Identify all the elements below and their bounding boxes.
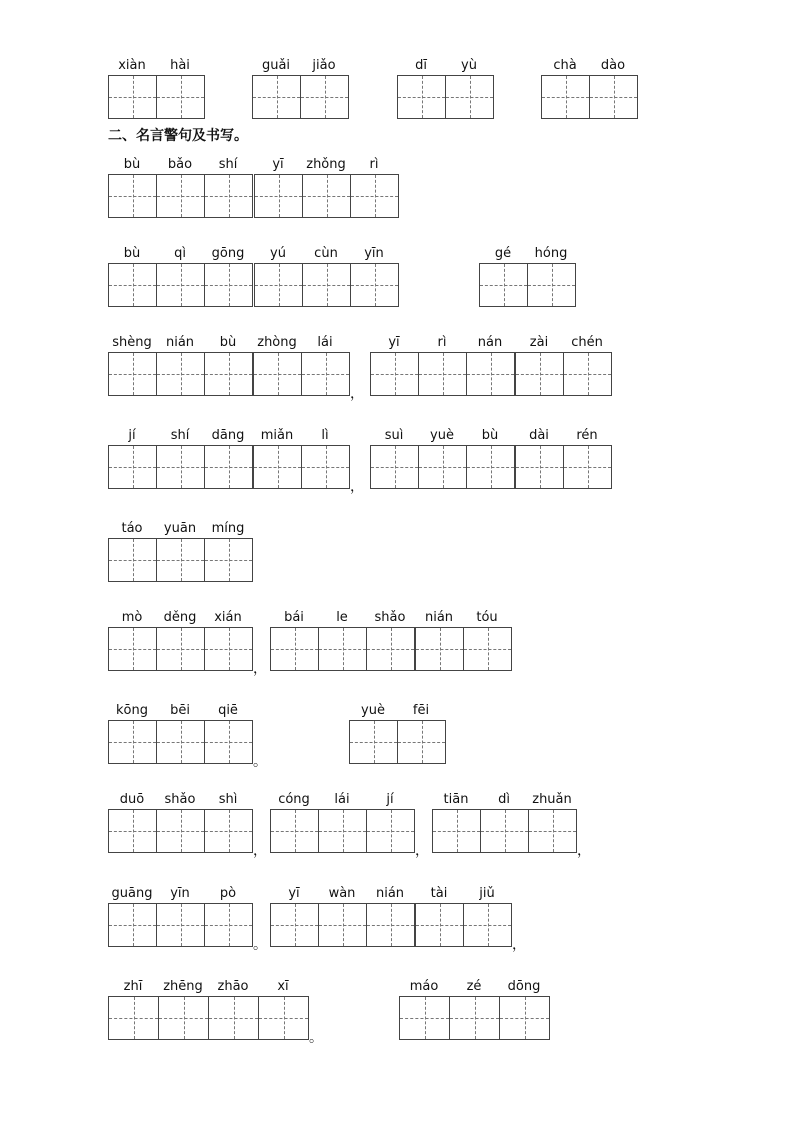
- writing-cell[interactable]: [366, 627, 415, 671]
- writing-cell[interactable]: [252, 75, 301, 119]
- writing-cell[interactable]: [515, 445, 564, 489]
- writing-cell[interactable]: [563, 445, 612, 489]
- pinyin-label: yuè: [430, 428, 454, 443]
- writing-cell[interactable]: [466, 445, 515, 489]
- pinyin-label: tóu: [476, 610, 498, 625]
- pinyin-label: táo: [121, 521, 143, 536]
- writing-cell[interactable]: [258, 996, 309, 1040]
- pinyin-label: jí: [128, 428, 136, 443]
- pinyin-label: xiàn: [118, 58, 146, 73]
- writing-cell[interactable]: [156, 903, 205, 947]
- pinyin-label: zhēng: [163, 979, 203, 994]
- writing-cell[interactable]: [204, 263, 253, 307]
- writing-cell[interactable]: [432, 809, 481, 853]
- pinyin-label: máo: [409, 979, 439, 994]
- pinyin-label: cùn: [314, 246, 338, 261]
- writing-cell[interactable]: [366, 809, 415, 853]
- writing-cell[interactable]: [527, 263, 576, 307]
- pinyin-label: yú: [270, 246, 286, 261]
- writing-cell[interactable]: [399, 996, 450, 1040]
- writing-cell[interactable]: [108, 627, 157, 671]
- pinyin-label: wàn: [328, 886, 356, 901]
- pinyin-label: hóng: [534, 246, 568, 261]
- writing-cell[interactable]: [466, 352, 515, 396]
- pinyin-label: yīn: [364, 246, 384, 261]
- pinyin-label: zhī: [123, 979, 143, 994]
- writing-cell[interactable]: [108, 538, 157, 582]
- writing-cell[interactable]: [204, 174, 253, 218]
- writing-cell[interactable]: [397, 75, 446, 119]
- writing-cell[interactable]: [204, 903, 253, 947]
- pinyin-label: miǎn: [260, 428, 294, 443]
- pinyin-label: zài: [529, 335, 549, 350]
- pinyin-label: yī: [388, 335, 400, 350]
- writing-cell[interactable]: [270, 627, 319, 671]
- pinyin-label: rì: [437, 335, 447, 350]
- writing-cell[interactable]: [301, 352, 350, 396]
- section-heading: 二、名言警句及书写。: [108, 128, 248, 144]
- pinyin-label: bù: [481, 428, 499, 443]
- pinyin-label: yī: [272, 157, 284, 172]
- pinyin-label: suì: [384, 428, 404, 443]
- pinyin-label: zhuǎn: [532, 792, 572, 807]
- writing-cell[interactable]: [204, 445, 253, 489]
- writing-cell[interactable]: [204, 809, 253, 853]
- pinyin-label: nián: [165, 335, 195, 350]
- pinyin-label: dōng: [507, 979, 541, 994]
- pinyin-label: nán: [477, 335, 503, 350]
- pinyin-label: shì: [218, 792, 238, 807]
- writing-cell[interactable]: [479, 263, 528, 307]
- punctuation-mark: ，: [253, 661, 267, 677]
- writing-cell[interactable]: [156, 809, 205, 853]
- pinyin-label: nián: [424, 610, 454, 625]
- pinyin-label: cóng: [278, 792, 310, 807]
- writing-cell[interactable]: [156, 538, 205, 582]
- pinyin-label: gōng: [211, 246, 245, 261]
- pinyin-label: rén: [576, 428, 598, 443]
- pinyin-label: jí: [386, 792, 394, 807]
- pinyin-label: guǎi: [261, 58, 291, 73]
- pinyin-label: duō: [119, 792, 145, 807]
- writing-cell[interactable]: [370, 352, 419, 396]
- pinyin-label: lái: [317, 335, 333, 350]
- punctuation-mark: 。: [253, 754, 267, 770]
- writing-cell[interactable]: [463, 627, 512, 671]
- pinyin-label: nián: [375, 886, 405, 901]
- pinyin-label: shí: [170, 428, 190, 443]
- writing-cell[interactable]: [253, 352, 302, 396]
- writing-cell[interactable]: [156, 75, 205, 119]
- writing-cell[interactable]: [108, 352, 157, 396]
- writing-cell[interactable]: [108, 75, 157, 119]
- pinyin-label: bù: [219, 335, 237, 350]
- writing-cell[interactable]: [156, 720, 205, 764]
- writing-cell[interactable]: [349, 720, 398, 764]
- pinyin-label: lì: [321, 428, 329, 443]
- pinyin-label: chà: [553, 58, 577, 73]
- writing-cell[interactable]: [463, 903, 512, 947]
- pinyin-label: shǎo: [164, 792, 196, 807]
- punctuation-mark: ，: [253, 843, 267, 859]
- pinyin-label: kōng: [116, 703, 148, 718]
- writing-cell[interactable]: [158, 996, 209, 1040]
- writing-cell[interactable]: [208, 996, 259, 1040]
- pinyin-label: míng: [211, 521, 245, 536]
- pinyin-label: bù: [123, 246, 141, 261]
- pinyin-label: bù: [123, 157, 141, 172]
- pinyin-label: xī: [277, 979, 289, 994]
- punctuation-mark: 。: [253, 937, 267, 953]
- pinyin-label: zhāo: [217, 979, 249, 994]
- writing-cell[interactable]: [156, 445, 205, 489]
- pinyin-label: fēi: [412, 703, 430, 718]
- writing-cell[interactable]: [318, 627, 367, 671]
- pinyin-label: hài: [170, 58, 190, 73]
- writing-cell[interactable]: [108, 263, 157, 307]
- pinyin-label: zé: [466, 979, 482, 994]
- punctuation-mark: ，: [350, 479, 364, 495]
- pinyin-label: tiān: [443, 792, 469, 807]
- writing-cell[interactable]: [318, 809, 367, 853]
- writing-cell[interactable]: [108, 445, 157, 489]
- pinyin-label: shǎo: [374, 610, 406, 625]
- pinyin-label: dī: [415, 58, 427, 73]
- pinyin-label: jiǎo: [312, 58, 336, 73]
- pinyin-label: shí: [218, 157, 238, 172]
- writing-cell[interactable]: [302, 263, 351, 307]
- pinyin-label: lái: [334, 792, 350, 807]
- pinyin-label: dì: [498, 792, 510, 807]
- pinyin-label: shèng: [112, 335, 152, 350]
- writing-cell[interactable]: [301, 445, 350, 489]
- writing-cell[interactable]: [253, 445, 302, 489]
- writing-cell[interactable]: [528, 809, 577, 853]
- writing-cell[interactable]: [156, 174, 205, 218]
- pinyin-label: yīn: [170, 886, 190, 901]
- pinyin-label: pò: [219, 886, 237, 901]
- writing-cell[interactable]: [449, 996, 500, 1040]
- pinyin-label: yù: [461, 58, 477, 73]
- punctuation-mark: ，: [577, 843, 591, 859]
- pinyin-label: zhǒng: [306, 157, 346, 172]
- punctuation-mark: 。: [309, 1030, 323, 1046]
- pinyin-label: yuè: [361, 703, 385, 718]
- writing-cell[interactable]: [270, 809, 319, 853]
- writing-cell[interactable]: [415, 903, 464, 947]
- pinyin-label: xián: [214, 610, 242, 625]
- writing-cell[interactable]: [418, 352, 467, 396]
- pinyin-label: guāng: [111, 886, 153, 901]
- writing-cell[interactable]: [318, 903, 367, 947]
- writing-cell[interactable]: [156, 627, 205, 671]
- punctuation-mark: ，: [415, 843, 429, 859]
- writing-cell[interactable]: [515, 352, 564, 396]
- pinyin-label: chén: [571, 335, 603, 350]
- writing-cell[interactable]: [370, 445, 419, 489]
- pinyin-label: bǎo: [167, 157, 193, 172]
- writing-cell[interactable]: [350, 263, 399, 307]
- writing-cell[interactable]: [108, 809, 157, 853]
- pinyin-label: qiē: [218, 703, 238, 718]
- pinyin-label: tài: [430, 886, 448, 901]
- pinyin-label: mò: [121, 610, 143, 625]
- punctuation-mark: ，: [512, 937, 526, 953]
- writing-cell[interactable]: [270, 903, 319, 947]
- writing-cell[interactable]: [445, 75, 494, 119]
- pinyin-label: bái: [284, 610, 304, 625]
- writing-cell[interactable]: [350, 174, 399, 218]
- writing-cell[interactable]: [254, 263, 303, 307]
- writing-cell[interactable]: [480, 809, 529, 853]
- writing-cell[interactable]: [108, 903, 157, 947]
- pinyin-label: děng: [163, 610, 197, 625]
- pinyin-label: jiǔ: [479, 886, 495, 901]
- writing-cell[interactable]: [300, 75, 349, 119]
- writing-cell[interactable]: [418, 445, 467, 489]
- writing-cell[interactable]: [204, 352, 253, 396]
- writing-cell[interactable]: [254, 174, 303, 218]
- pinyin-label: dāng: [211, 428, 245, 443]
- writing-cell[interactable]: [156, 352, 205, 396]
- pinyin-label: zhòng: [257, 335, 297, 350]
- pinyin-label: gé: [494, 246, 512, 261]
- writing-cell[interactable]: [204, 627, 253, 671]
- pinyin-label: qì: [174, 246, 186, 261]
- pinyin-label: bēi: [170, 703, 190, 718]
- writing-cell[interactable]: [204, 538, 253, 582]
- writing-cell[interactable]: [108, 174, 157, 218]
- writing-cell[interactable]: [563, 352, 612, 396]
- pinyin-label: le: [336, 610, 348, 625]
- pinyin-label: dào: [600, 58, 626, 73]
- writing-cell[interactable]: [541, 75, 590, 119]
- writing-cell[interactable]: [366, 903, 415, 947]
- writing-cell[interactable]: [108, 996, 159, 1040]
- writing-cell[interactable]: [108, 720, 157, 764]
- writing-cell[interactable]: [204, 720, 253, 764]
- punctuation-mark: ，: [350, 386, 364, 402]
- writing-cell[interactable]: [499, 996, 550, 1040]
- writing-cell[interactable]: [589, 75, 638, 119]
- pinyin-label: rì: [369, 157, 379, 172]
- writing-cell[interactable]: [397, 720, 446, 764]
- writing-cell[interactable]: [302, 174, 351, 218]
- pinyin-label: yī: [288, 886, 300, 901]
- pinyin-label: dài: [529, 428, 549, 443]
- writing-cell[interactable]: [415, 627, 464, 671]
- writing-cell[interactable]: [156, 263, 205, 307]
- pinyin-label: yuān: [163, 521, 197, 536]
